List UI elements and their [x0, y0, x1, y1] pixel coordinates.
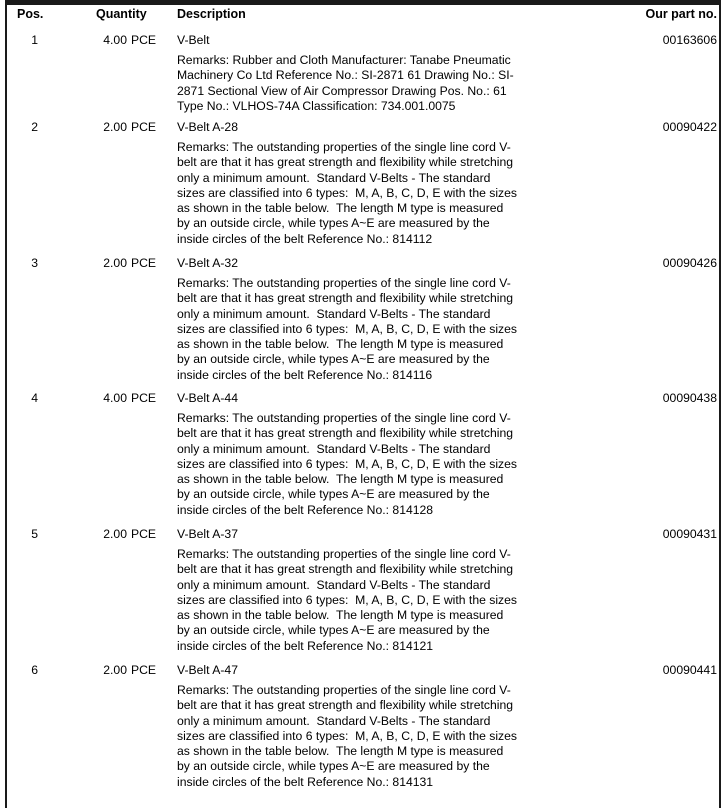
remarks-line: inside circles of the belt Reference No.: 814128 [177, 502, 434, 517]
row-remarks [177, 411, 577, 518]
remarks-line: Remarks: The outstanding properties of the single line cord V- [177, 140, 511, 154]
row-part-number: 00090438 [662, 391, 717, 405]
remarks-line: Remarks: Rubber and Cloth Manufacturer: Tanabe Pneumatic [177, 53, 511, 67]
remarks-line: as shown in the table below. The length M type is measured [177, 744, 504, 759]
row-remarks [177, 547, 577, 654]
row-quantity: 2.00 [103, 527, 127, 541]
remarks-line: belt are that it has great strength and flexibility while stretching [177, 698, 514, 713]
row-description: V-Belt A-32 [177, 256, 238, 270]
remarks-line: by an outside circle, while types A~E are measured by the [177, 759, 490, 774]
remarks-line: sizes are classified into 6 types: M, A, B, C, D, E with the sizes [177, 592, 518, 607]
remarks-line: by an outside circle, while types A~E are measured by the [177, 352, 490, 367]
row-quantity: 2.00 [103, 120, 127, 134]
row-quantity: 2.00 [103, 256, 127, 270]
row-position: 1 [31, 33, 38, 47]
remarks-line: inside circles of the belt Reference No.: 814112 [177, 231, 433, 246]
row-quantity: 4.00 [103, 391, 127, 405]
row-unit: PCE [131, 120, 157, 134]
remarks-line: sizes are classified into 6 types: M, A, B, C, D, E with the sizes [177, 321, 518, 336]
row-part-number: 00090426 [662, 256, 717, 270]
table-header-row [0, 7, 726, 25]
row-quantity: 2.00 [103, 663, 127, 677]
remarks-line: by an outside circle, while types A~E are measured by the [177, 216, 490, 231]
remarks-line: Machinery Co Ltd Reference No.: SI-2871 61 Drawing No.: SI- [177, 68, 514, 83]
page-top-border [5, 0, 721, 5]
remarks-line: only a minimum amount. Standard V-Belts - The standard [177, 713, 491, 728]
column-header-pos: Pos. [17, 7, 44, 21]
row-position: 3 [31, 256, 38, 270]
remarks-line: by an outside circle, while types A~E are measured by the [177, 487, 490, 502]
remarks-line: Remarks: The outstanding properties of the single line cord V- [177, 683, 511, 697]
column-header-description: Description [177, 7, 246, 21]
remarks-line: sizes are classified into 6 types: M, A, B, C, D, E with the sizes [177, 456, 518, 471]
row-part-number: 00090431 [662, 527, 717, 541]
remarks-line: 2871 Sectional View of Air Compressor Drawing Pos. No.: 61 [177, 83, 507, 98]
row-position: 6 [31, 663, 38, 677]
remarks-line: Type No.: VLHOS-74A Classification: 734.001.0075 [177, 98, 456, 113]
row-position: 5 [31, 527, 38, 541]
row-description: V-Belt [177, 33, 210, 47]
remarks-line: Remarks: The outstanding properties of the single line cord V- [177, 411, 511, 425]
row-part-number: 00090441 [662, 663, 717, 677]
remarks-line: inside circles of the belt Reference No.: 814116 [177, 367, 433, 382]
remarks-line: belt are that it has great strength and flexibility while stretching [177, 291, 514, 306]
remarks-line: as shown in the table below. The length M type is measured [177, 608, 504, 623]
remarks-line: Remarks: The outstanding properties of the single line cord V- [177, 276, 511, 290]
row-quantity: 4.00 [103, 33, 127, 47]
remarks-line: belt are that it has great strength and flexibility while stretching [177, 562, 514, 577]
remarks-line: inside circles of the belt Reference No.: 814121 [177, 638, 434, 653]
row-remarks [177, 140, 577, 247]
remarks-line: only a minimum amount. Standard V-Belts - The standard [177, 306, 491, 321]
row-position: 4 [31, 391, 38, 405]
remarks-line: only a minimum amount. Standard V-Belts - The standard [177, 170, 491, 185]
remarks-line: as shown in the table below. The length M type is measured [177, 472, 504, 487]
page-right-border [719, 0, 721, 808]
row-remarks [177, 53, 577, 114]
row-remarks [177, 276, 577, 383]
row-unit: PCE [131, 663, 157, 677]
remarks-line: by an outside circle, while types A~E are measured by the [177, 623, 490, 638]
remarks-line: Remarks: The outstanding properties of the single line cord V- [177, 547, 511, 561]
row-unit: PCE [131, 256, 157, 270]
remarks-line: as shown in the table below. The length M type is measured [177, 201, 504, 216]
row-unit: PCE [131, 391, 157, 405]
row-part-number: 00090422 [662, 120, 717, 134]
remarks-line: sizes are classified into 6 types: M, A, B, C, D, E with the sizes [177, 185, 518, 200]
remarks-line: inside circles of the belt Reference No.: 814131 [177, 774, 434, 789]
row-description: V-Belt A-47 [177, 663, 238, 677]
row-remarks [177, 683, 577, 790]
column-header-part-no: Our part no. [645, 7, 717, 21]
remarks-line: sizes are classified into 6 types: M, A, B, C, D, E with the sizes [177, 728, 518, 743]
remarks-line: as shown in the table below. The length M type is measured [177, 337, 504, 352]
row-description: V-Belt A-37 [177, 527, 238, 541]
row-unit: PCE [131, 527, 157, 541]
column-header-quantity: Quantity [96, 7, 147, 21]
remarks-line: belt are that it has great strength and flexibility while stretching [177, 155, 514, 170]
row-position: 2 [31, 120, 38, 134]
row-description: V-Belt A-44 [177, 391, 238, 405]
row-description: V-Belt A-28 [177, 120, 238, 134]
remarks-line: only a minimum amount. Standard V-Belts - The standard [177, 441, 491, 456]
remarks-line: only a minimum amount. Standard V-Belts - The standard [177, 577, 491, 592]
remarks-line: belt are that it has great strength and flexibility while stretching [177, 426, 514, 441]
row-unit: PCE [131, 33, 157, 47]
row-part-number: 00163606 [662, 33, 717, 47]
